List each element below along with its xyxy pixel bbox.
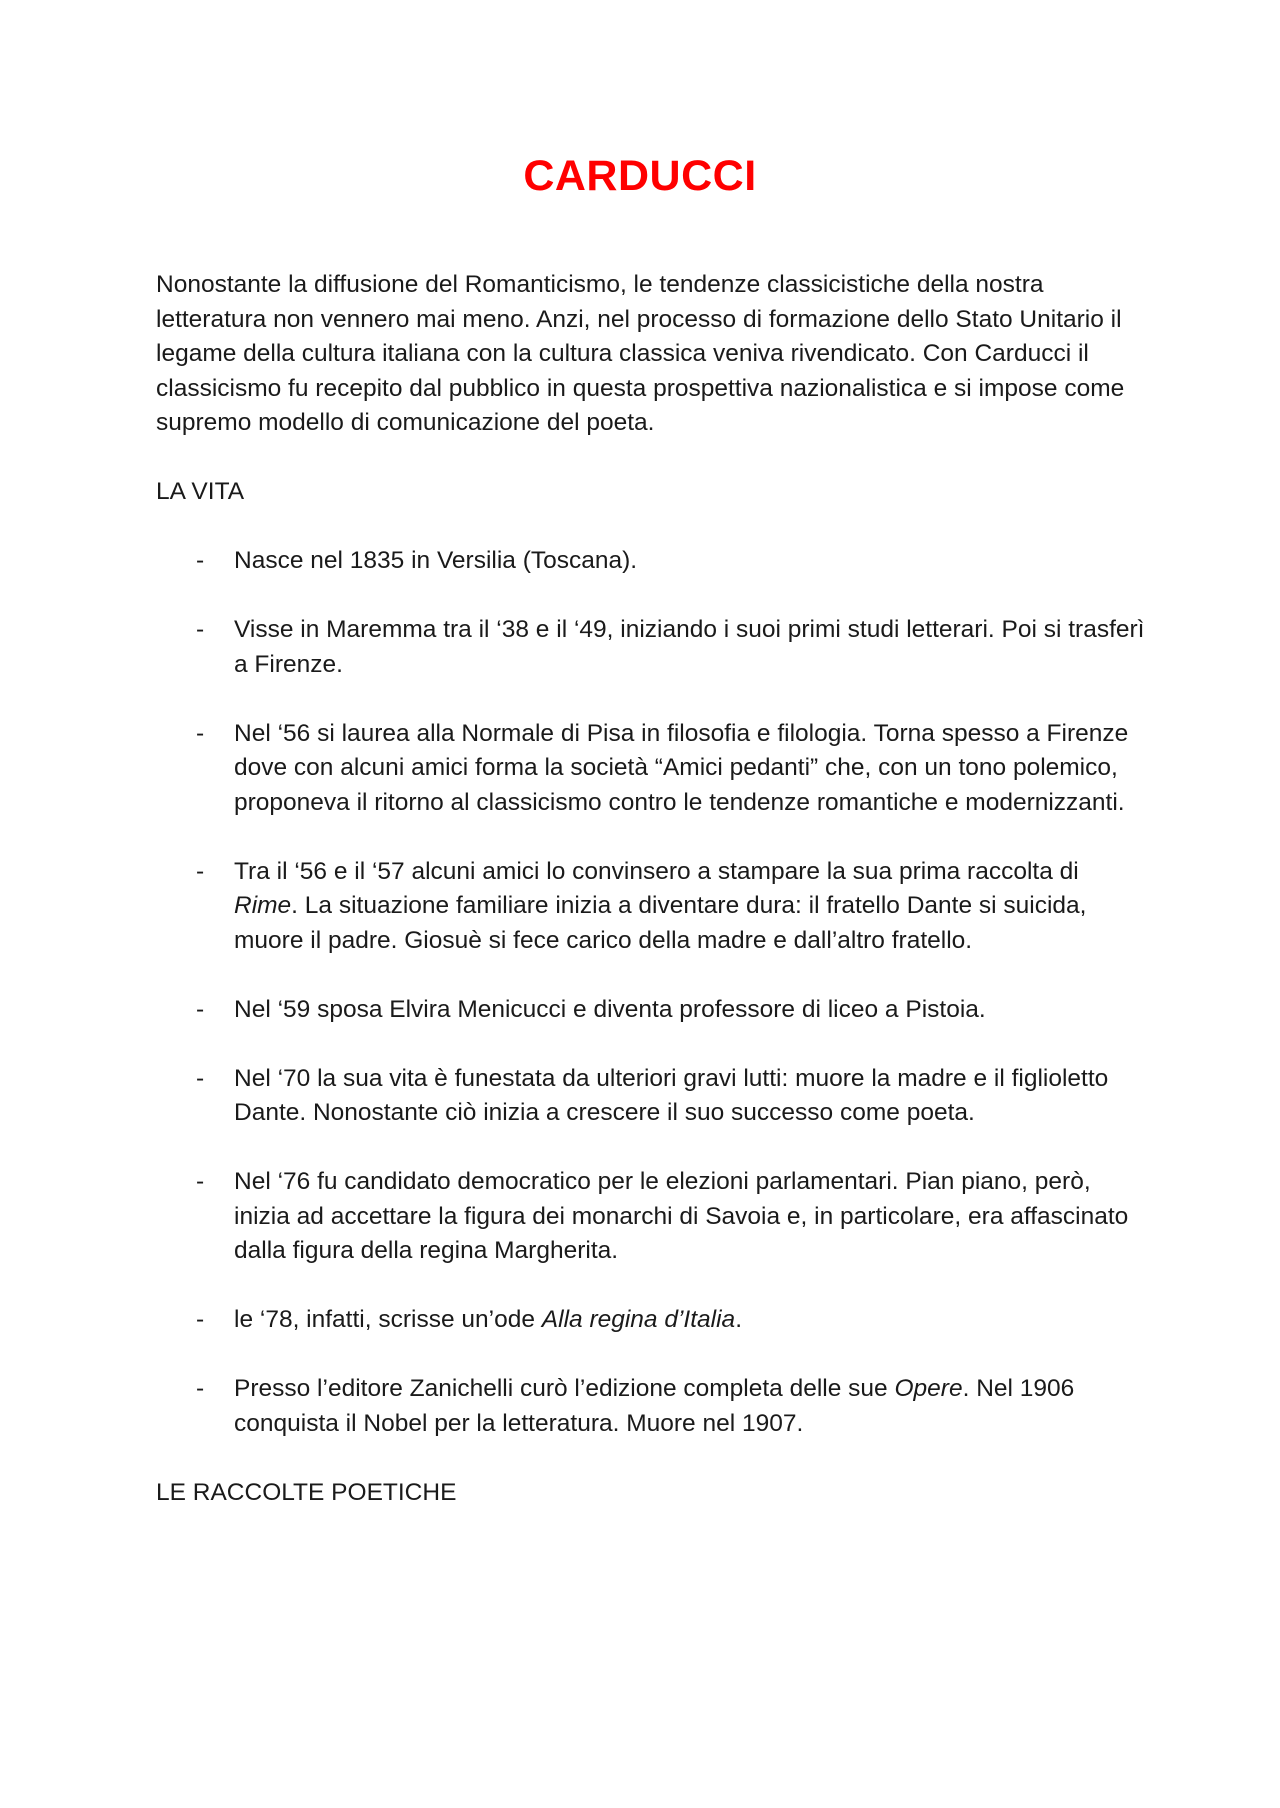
list-item-text: Nel ‘59 sposa Elvira Menicucci e diventa professore di liceo a Pistoia. (234, 995, 986, 1023)
list-item (156, 993, 1146, 1028)
list-item-text-after: . (735, 1306, 742, 1333)
work-title-italic: Opere (894, 1375, 963, 1402)
work-title-italic: Alla regina d’Italia (541, 1306, 736, 1333)
list-item-text: Nasce nel 1835 in Versilia (Toscana). (234, 547, 638, 574)
section-heading-raccolte: LE RACCOLTE POETICHE (156, 1478, 457, 1506)
list-item-text-after: . La situazione familiare inizia a diventare dura: il fratello Dante si suicida, muore il padre. Giosuè si fece carico della madre e dall’altro fratello. (234, 892, 1087, 954)
work-title-italic: Rime (234, 892, 292, 919)
list-item (156, 613, 1146, 682)
bullet-dash: - (196, 857, 205, 885)
document-body (156, 268, 1146, 1545)
list-item-text: Nel ‘76 fu candidato democratico per le elezioni parlamentari. Pian piano, però, inizia ad accettare la figura dei monarchi di Savoia e, in particolare, era affascinato dalla figura della regina Margherita. (234, 1168, 1129, 1264)
vita-list (156, 544, 1146, 1441)
bullet-dash: - (196, 616, 205, 643)
section-heading-vita: LA VITA (156, 478, 245, 505)
list-item-text-before: le ‘78, infatti, scrisse un’ode (234, 1306, 542, 1333)
list-item-text: Visse in Maremma tra il ‘38 e il ‘49, iniziando i suoi primi studi letterari. Poi si trasferì a Firenze. (234, 616, 1145, 678)
list-item (156, 855, 1146, 959)
list-item-text-before: Presso l’editore Zanichelli curò l’edizione completa delle sue (234, 1375, 895, 1402)
bullet-dash: - (196, 1306, 205, 1333)
list-item (156, 1062, 1146, 1131)
bullet-dash: - (196, 1064, 205, 1092)
list-item (156, 717, 1146, 821)
bullet-dash: - (196, 547, 205, 574)
intro-paragraph: Nonostante la diffusione del Romanticismo, le tendenze classicistiche della nostra letteratura non vennero mai meno. Anzi, nel processo di formazione dello Stato Unitario il legame della cultura italiana con la cultura classica veniva rivendicato. Con Carducci il classicismo fu recepito dal pubblico in questa prospettiva nazionalistica e si impose come supremo modello di comunicazione del poeta. (156, 271, 1125, 436)
bullet-dash: - (196, 719, 205, 747)
bullet-dash: - (196, 995, 205, 1023)
list-item-text: Nel ‘70 la sua vita è funestata da ulteriori gravi lutti: muore la madre e il figlioletto Dante. Nonostante ciò inizia a crescere il suo successo come poeta. (234, 1064, 1109, 1126)
list-item (156, 1165, 1146, 1269)
list-item (156, 1372, 1146, 1441)
bullet-dash: - (196, 1375, 205, 1402)
bullet-dash: - (196, 1168, 205, 1195)
list-item (156, 1303, 1146, 1338)
list-item-text-after: . Nel 1906 conquista il Nobel per la letteratura. Muore nel 1907. (234, 1375, 1075, 1437)
list-item (156, 544, 1146, 579)
list-item-text: Nel ‘56 si laurea alla Normale di Pisa in filosofia e filologia. Torna spesso a Firenze dove con alcuni amici forma la società “Amici pedanti” che, con un tono polemico, proponeva il ritorno al classicismo contro le tendenze romantiche e modernizzanti. (234, 719, 1129, 816)
list-item-text-before: Tra il ‘56 e il ‘57 alcuni amici lo convinsero a stampare la sua prima raccolta di (234, 857, 1079, 885)
page-title: CARDUCCI (523, 152, 757, 200)
